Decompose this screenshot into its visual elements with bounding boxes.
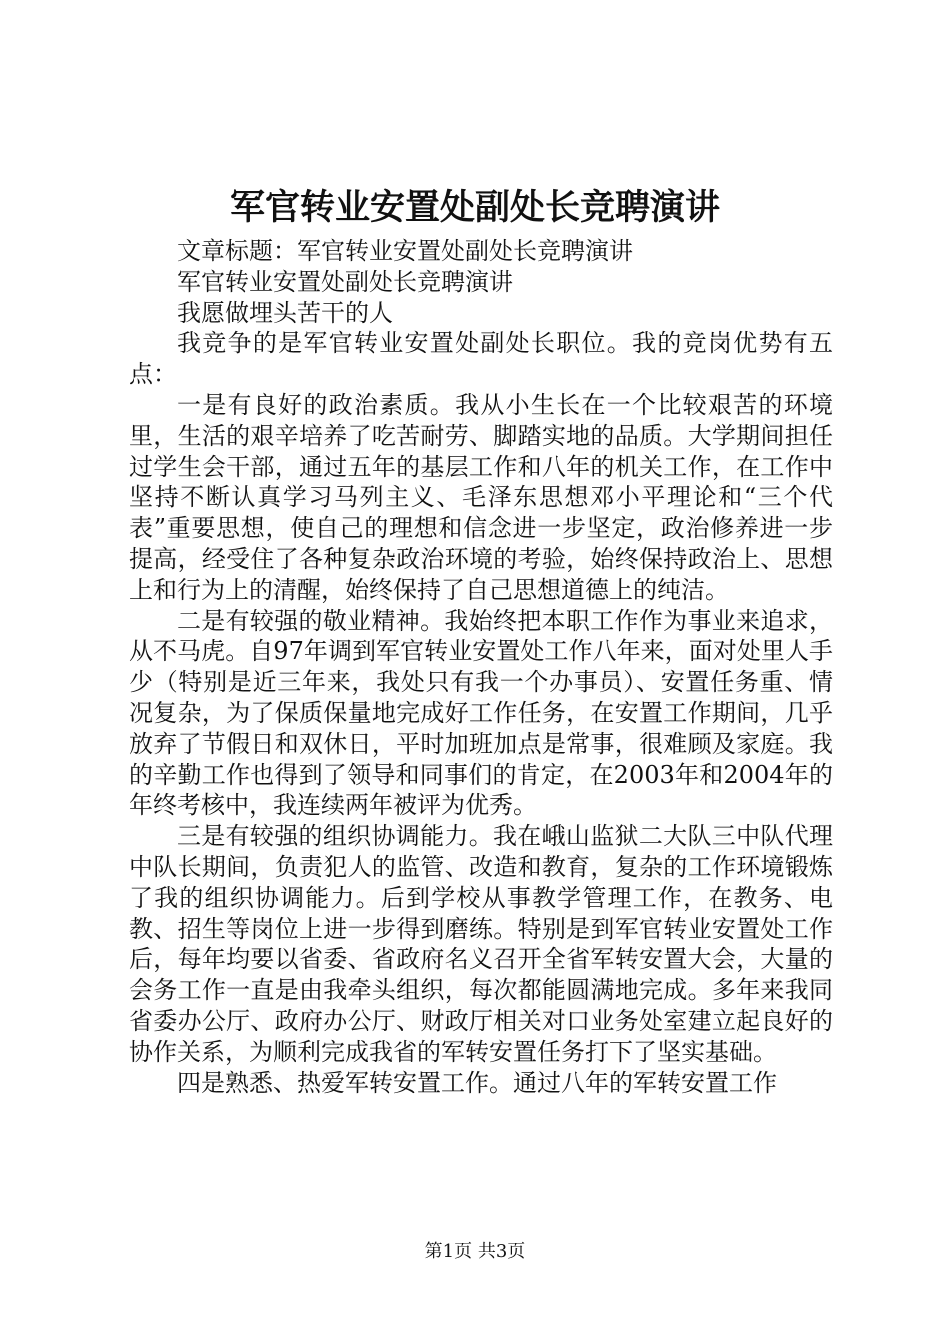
paragraph-point-one: 一是有良好的政治素质。我从小生长在一个比较艰苦的环境里，生活的艰辛培养了吃苦耐劳、脚踏实地的品质。大学期间担任过学生会干部，通过五年的基层工作和八年的机关工作，在工作中坚持不断认真学习马列主义、毛泽东思想邓小平理论和“三个代表”重要思想，使自己的理想和信念进一步坚定，政治修养进一步提高，经受住了各种复杂政治环境的考验，始终保持政治上、思想上和行为上的清醒，始终保持了自己思想道德上的纯洁。 [129, 390, 833, 604]
paragraph-point-two: 二是有较强的敬业精神。我始终把本职工作作为事业来追求，从不马虎。自97年调到军官转业安置处工作八年来，面对处里人手少（特别是近三年来，我处只有我一个办事员）、安置任务重、情况复杂，为了保质保量地完成好工作任务，在安置工作期间，几乎放弃了节假日和双休日，平时加班加点是常事，很难顾及家庭。我的辛勤工作也得到了领导和同事们的肯定，在2003年和2004年的年终考核中，我连续两年被评为优秀。 [129, 606, 833, 820]
paragraph-article-title: 文章标题：军官转业安置处副处长竞聘演讲 [177, 237, 633, 265]
paragraph-intro: 我竞争的是军官转业安置处副处长职位。我的竞岗优势有五点： [129, 329, 833, 389]
page-number-footer: 第1页 共3页 [424, 1241, 526, 1262]
document-title: 军官转业安置处副处长竞聘演讲 [229, 187, 720, 228]
document-body [129, 236, 833, 1098]
paragraph-point-four: 四是熟悉、热爱军转安置工作。通过八年的军转安置工作 [177, 1068, 777, 1097]
paragraph-subheading: 我愿做埋头苦干的人 [177, 298, 393, 327]
paragraph-heading: 军官转业安置处副处长竞聘演讲 [177, 267, 513, 296]
paragraph-point-three: 三是有较强的组织协调能力。我在峨山监狱二大队三中队代理中队长期间，负责犯人的监管、改造和教育，复杂的工作环境锻炼了我的组织协调能力。后到学校从事教学管理工作，在教务、电教、招生等岗位上进一步得到磨练。特别是到军官转业安置处工作后，每年均要以省委、省政府名义召开全省军转安置大会，大量的会务工作一直是由我牵头组织，每次都能圆满地完成。多年来我同省委办公厅、政府办公厅、财政厅相关对口业务处室建立起良好的协作关系，为顺利完成我省的军转安置任务打下了坚实基础。 [129, 822, 833, 1066]
